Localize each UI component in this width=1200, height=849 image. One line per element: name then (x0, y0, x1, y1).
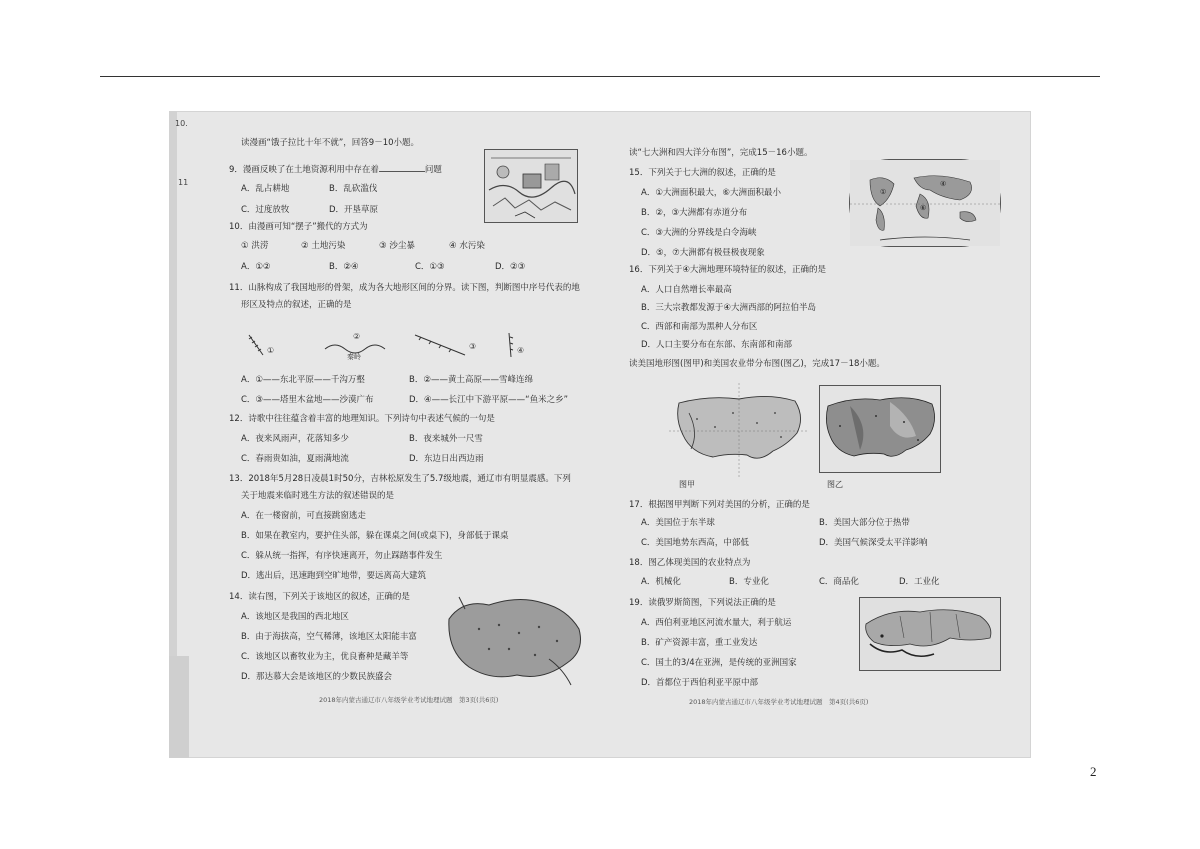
footer: 2018年内蒙古通辽市八年级学业考试地理试题 第3页(共6页) (319, 696, 499, 704)
option: D．开垦草原 (329, 205, 379, 215)
question-11: 11．山脉构成了我国地形的骨架，成为各大地形区间的分界。读下图，判断图中序号代表的地 (229, 283, 580, 293)
svg-text:⑥: ⑥ (920, 205, 927, 212)
option: D．东边日出西边雨 (409, 454, 484, 464)
figure-label: ③ (469, 342, 477, 351)
question-13: 13．2018年5月28日凌晨1时50分，吉林松原发生了5.7级地震，通辽市有明显震感。下列 (229, 474, 571, 484)
cartoon-drawing (485, 150, 577, 222)
option: A．乱占耕地 (241, 184, 290, 194)
svg-text:①: ① (880, 189, 887, 196)
figure-label: ① (267, 346, 275, 355)
option: C．①③ (415, 262, 445, 272)
option: A．①大洲面积最大，⑥大洲面积最小 (641, 188, 782, 198)
mountain-figure (239, 329, 539, 361)
question-12: 12．诗歌中往往蕴含着丰富的地理知识。下列诗句中表述气候的一句是 (229, 414, 495, 424)
question-15: 15．下列关于七大洲的叙述，正确的是 (629, 168, 776, 178)
option: B．②，③大洲都有赤道分布 (641, 208, 748, 218)
question-18: 18．图乙体现美国的农业特点为 (629, 558, 751, 568)
cartoon-image (484, 149, 578, 223)
figure-label: ② (353, 332, 361, 341)
exam-photo (169, 111, 1031, 758)
russia-map (859, 597, 1001, 671)
figure-caption: 图乙 (827, 480, 843, 489)
question-19: 19．读俄罗斯简图，下列说法正确的是 (629, 598, 776, 608)
option: B．如果在教室内，要护住头部，躲在课桌之间(或桌下)，身部低于课桌 (241, 531, 509, 541)
option: C．国土的3/4在亚洲，是传统的亚洲国家 (641, 658, 797, 668)
option: B．夜来城外一尺雪 (409, 434, 483, 444)
option: B．②——黄土高原——雪峰连绵 (409, 375, 533, 385)
world-map (849, 159, 1001, 247)
us-terrain-drawing (669, 383, 809, 479)
list-item: ③ 沙尘暴 (379, 241, 415, 251)
question-14: 14．读右图，下列关于该地区的叙述，正确的是 (229, 592, 410, 602)
list-item: ① 洪涝 (241, 241, 269, 251)
question-13-cont: 关于地震来临时逃生方法的叙述错误的是 (241, 491, 395, 501)
option: C．③——塔里木盆地——沙漠广布 (241, 395, 374, 405)
intro-17-18: 读美国地形图(图甲)和美国农业带分布图(图乙)，完成17－18小题。 (629, 359, 885, 369)
option: D．人口主要分布在东部、东南部和南部 (641, 340, 793, 350)
intro-15-16: 读“七大洲和四大洋分布图”，完成15－16小题。 (629, 148, 813, 158)
option: C．③大洲的分界线是白令海峡 (641, 228, 757, 238)
figure-label: 秦岭 (347, 353, 361, 361)
option: A．①——东北平原——千沟万壑 (241, 375, 365, 385)
q9-text: 9．漫画反映了在土地资源利用中存在着 (229, 165, 379, 175)
question-17: 17．根据图甲判断下列对美国的分析，正确的是 (629, 500, 810, 510)
option: A．机械化 (641, 577, 681, 587)
option: B．三大宗教都发源于④大洲西部的阿拉伯半岛 (641, 303, 816, 313)
option: C．躲从统一指挥，有序快速离开，勿止踩踏事件发生 (241, 551, 443, 561)
margin-number: 11 (178, 178, 189, 187)
option: B．由于海拔高，空气稀薄，该地区太阳能丰富 (241, 632, 417, 642)
figure-label: ④ (517, 346, 525, 355)
option: C．该地区以畜牧业为主，优良畜种是藏羊等 (241, 652, 409, 662)
option: A．美国位于东半球 (641, 518, 715, 528)
world-map-drawing (850, 160, 1000, 246)
margin-number: 10. (175, 119, 188, 128)
answer-blank (379, 164, 425, 172)
option: A．人口自然增长率最高 (641, 285, 732, 295)
option: A．西伯利亚地区河流水量大，利于航运 (641, 618, 792, 628)
option: B．矿产资源丰富，重工业发达 (641, 638, 758, 648)
option: A．该地区是我国的西北地区 (241, 612, 349, 622)
figure-caption: 图甲 (679, 480, 695, 489)
region-map (439, 589, 589, 689)
svg-text:④: ④ (940, 181, 947, 188)
region-map-drawing (439, 589, 589, 689)
option: B．乱砍滥伐 (329, 184, 378, 194)
question-11-cont: 形区及特点的叙述，正确的是 (241, 300, 352, 310)
top-rule (100, 76, 1100, 77)
list-item: ④ 水污染 (449, 241, 485, 251)
option: D．首都位于西伯利亚平原中部 (641, 678, 759, 688)
option: B．②④ (329, 262, 359, 272)
option: C．美国地势东西高，中部低 (641, 538, 749, 548)
option: D．美国气候深受太平洋影响 (819, 538, 928, 548)
option: C．西部和南部为黑种人分布区 (641, 322, 758, 332)
option: B．专业化 (729, 577, 769, 587)
page-fold (169, 656, 189, 758)
option: C．过度放牧 (241, 205, 290, 215)
option: D．逃出后，迅速跑到空旷地带，要远离高大建筑 (241, 571, 427, 581)
q9-suffix: 问题 (424, 165, 442, 175)
question-16: 16．下列关于④大洲地理环境特征的叙述，正确的是 (629, 265, 826, 275)
option: D．⑤，⑦大洲都有极昼极夜现象 (641, 248, 765, 258)
option: D．④——长江中下游平原——“鱼米之乡” (409, 395, 568, 405)
mountain-symbols (239, 329, 539, 361)
option: D．那达慕大会是该地区的少数民族盛会 (241, 672, 393, 682)
question-9 (229, 164, 442, 175)
us-agriculture-map (819, 385, 941, 473)
option: B．美国大部分位于热带 (819, 518, 910, 528)
question-10: 10．由漫画可知“摆子”搬代的方式为 (229, 222, 368, 232)
option: D．②③ (495, 262, 526, 272)
option: A．夜来风雨声，花落知多少 (241, 434, 349, 444)
option: C．商品化 (819, 577, 859, 587)
list-item: ② 土地污染 (301, 241, 346, 251)
russia-map-drawing (860, 598, 1000, 670)
page-number: 2 (1090, 764, 1097, 779)
option: A．①② (241, 262, 271, 272)
footer: 2018年内蒙古通辽市八年级学业考试地理试题 第4页(共6页) (689, 698, 869, 706)
option: C．春雨贵如油，夏雨满地流 (241, 454, 349, 464)
option: A．在一楼窗前，可直接跳窗逃走 (241, 511, 366, 521)
intro-9-10: 读漫画“饿子拉比十年不就”，回答9－10小题。 (241, 138, 420, 148)
option: D．工业化 (899, 577, 940, 587)
us-terrain-map (669, 383, 809, 479)
us-agriculture-drawing (820, 386, 940, 472)
